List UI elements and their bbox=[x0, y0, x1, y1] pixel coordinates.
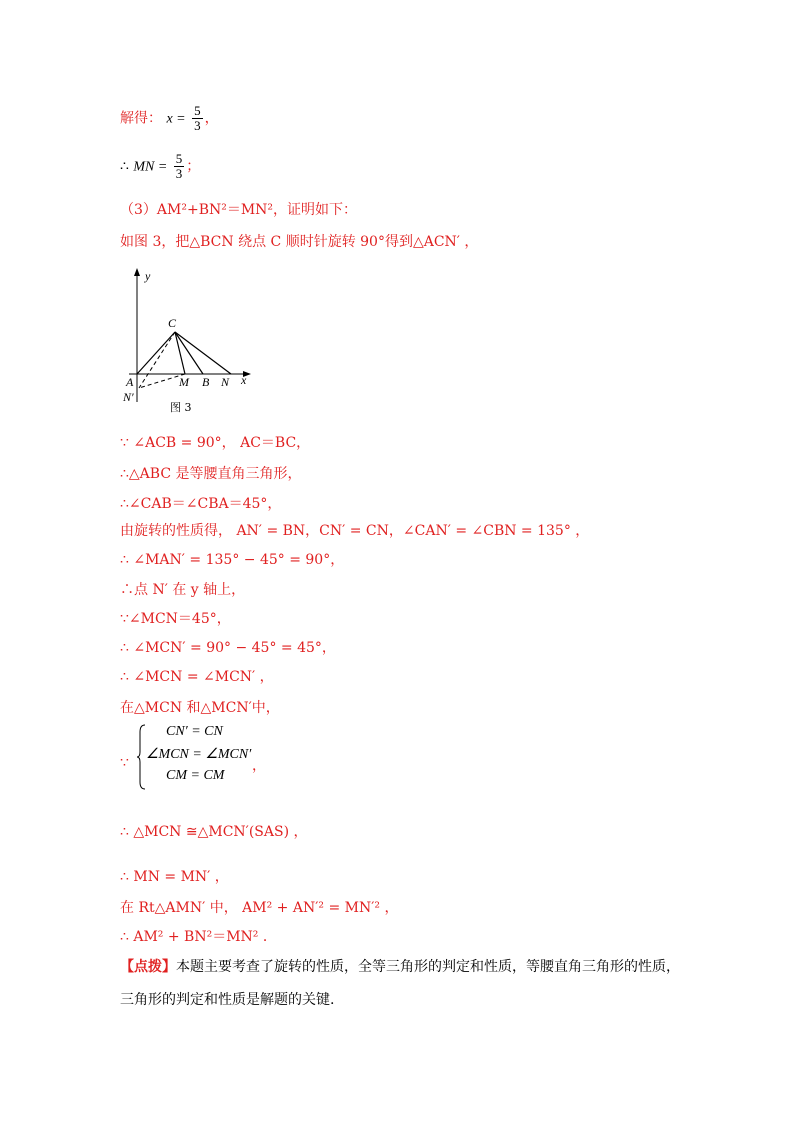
label-C: C bbox=[168, 316, 177, 330]
rotation-statement: 如图 3，把△BCN 绕点 C 顺时针旋转 90°得到△ACN′ ， bbox=[120, 234, 479, 250]
congruence-system bbox=[120, 722, 320, 792]
therefore-symbol: ∴ bbox=[120, 158, 129, 175]
pythagoras-line: 在 Rt△AMN′ 中， AM² + AN′² = MN′² ， bbox=[120, 900, 399, 916]
figure-3 bbox=[115, 264, 265, 419]
part3-heading: （3）AM²+BN²＝MN²，证明如下： bbox=[120, 202, 358, 218]
fraction-numerator: 5 bbox=[175, 151, 183, 166]
label-A: A bbox=[126, 375, 134, 389]
angle-MCN-prime-line: ∴ ∠MCN′ = 90° − 45° = 45°， bbox=[120, 640, 336, 656]
isosceles-right-line: ∴△ABC 是等腰直角三角形， bbox=[120, 466, 302, 482]
rotation-properties-line: 由旋转的性质得， AN′ = BN，CN′ = CN，∠CAN′ = ∠CBN = 135° ， bbox=[120, 523, 590, 539]
fraction bbox=[174, 152, 185, 181]
because-symbol: ∵ bbox=[120, 755, 129, 771]
congruent-line: ∴ △MCN ≅△MCN′(SAS) ， bbox=[120, 824, 308, 840]
angles-equal-line: ∴ ∠MCN = ∠MCN′ ， bbox=[120, 669, 274, 685]
punctuation: ， bbox=[252, 758, 266, 774]
brace-icon bbox=[136, 724, 146, 790]
segment-CB bbox=[175, 332, 203, 374]
segment-CN-prime bbox=[139, 332, 175, 388]
fraction-numerator: 5 bbox=[194, 103, 201, 118]
system-eq-2: ∠MCN = ∠MCN′ bbox=[146, 747, 252, 762]
y-axis-arrow-icon bbox=[134, 268, 140, 276]
given-angle-line: ∵ ∠ACB = 90°， AC＝BC， bbox=[120, 435, 311, 451]
label-B: B bbox=[202, 375, 210, 389]
text-label: 解得： bbox=[120, 110, 162, 127]
tip-line-2: 三角形的判定和性质是解题的关键. bbox=[120, 992, 335, 1008]
label-M: M bbox=[179, 375, 189, 389]
segment-AC bbox=[137, 332, 175, 374]
tip-line bbox=[120, 957, 680, 977]
math-var: x = bbox=[166, 111, 186, 127]
tip-text: 本题主要考查了旋转的性质，全等三角形的判定和性质，等腰直角三角形的性质， bbox=[176, 959, 680, 975]
solution-line bbox=[120, 104, 219, 133]
base-angles-line: ∴∠CAB＝∠CBA＝45°， bbox=[120, 496, 282, 512]
point-on-y-axis-line: ∴点 N′ 在 y 轴上， bbox=[120, 582, 246, 598]
fraction bbox=[192, 104, 203, 133]
angle-MAN-prime-line: ∴ ∠MAN′ = 135° − 45° = 90°， bbox=[120, 552, 345, 568]
system-eq-3: CM = CM bbox=[166, 768, 225, 783]
label-N: N bbox=[221, 375, 230, 389]
result-line bbox=[120, 152, 200, 181]
MN-equal-line: ∴ MN = MN′ ， bbox=[120, 869, 229, 885]
geometry-diagram bbox=[115, 264, 265, 419]
math-var: MN = bbox=[133, 159, 168, 175]
figure-caption: 图 3 bbox=[170, 401, 192, 414]
label-N-prime: N′ bbox=[123, 390, 134, 404]
punctuation: ， bbox=[204, 110, 219, 127]
label-y: y bbox=[145, 269, 151, 283]
fraction-denominator: 3 bbox=[194, 118, 201, 133]
punctuation: ； bbox=[186, 158, 201, 175]
triangles-intro-line: 在△MCN 和△MCN′中， bbox=[120, 700, 280, 716]
fraction-denominator: 3 bbox=[175, 166, 183, 181]
conclusion-line: ∴ AM² + BN²＝MN² ． bbox=[120, 929, 277, 945]
system-eq-1: CN′ = CN bbox=[166, 724, 223, 739]
angle-MCN-line: ∵∠MCN＝45°， bbox=[120, 611, 231, 627]
tip-tag: 【点拨】 bbox=[120, 959, 176, 975]
label-x: x bbox=[241, 373, 247, 387]
